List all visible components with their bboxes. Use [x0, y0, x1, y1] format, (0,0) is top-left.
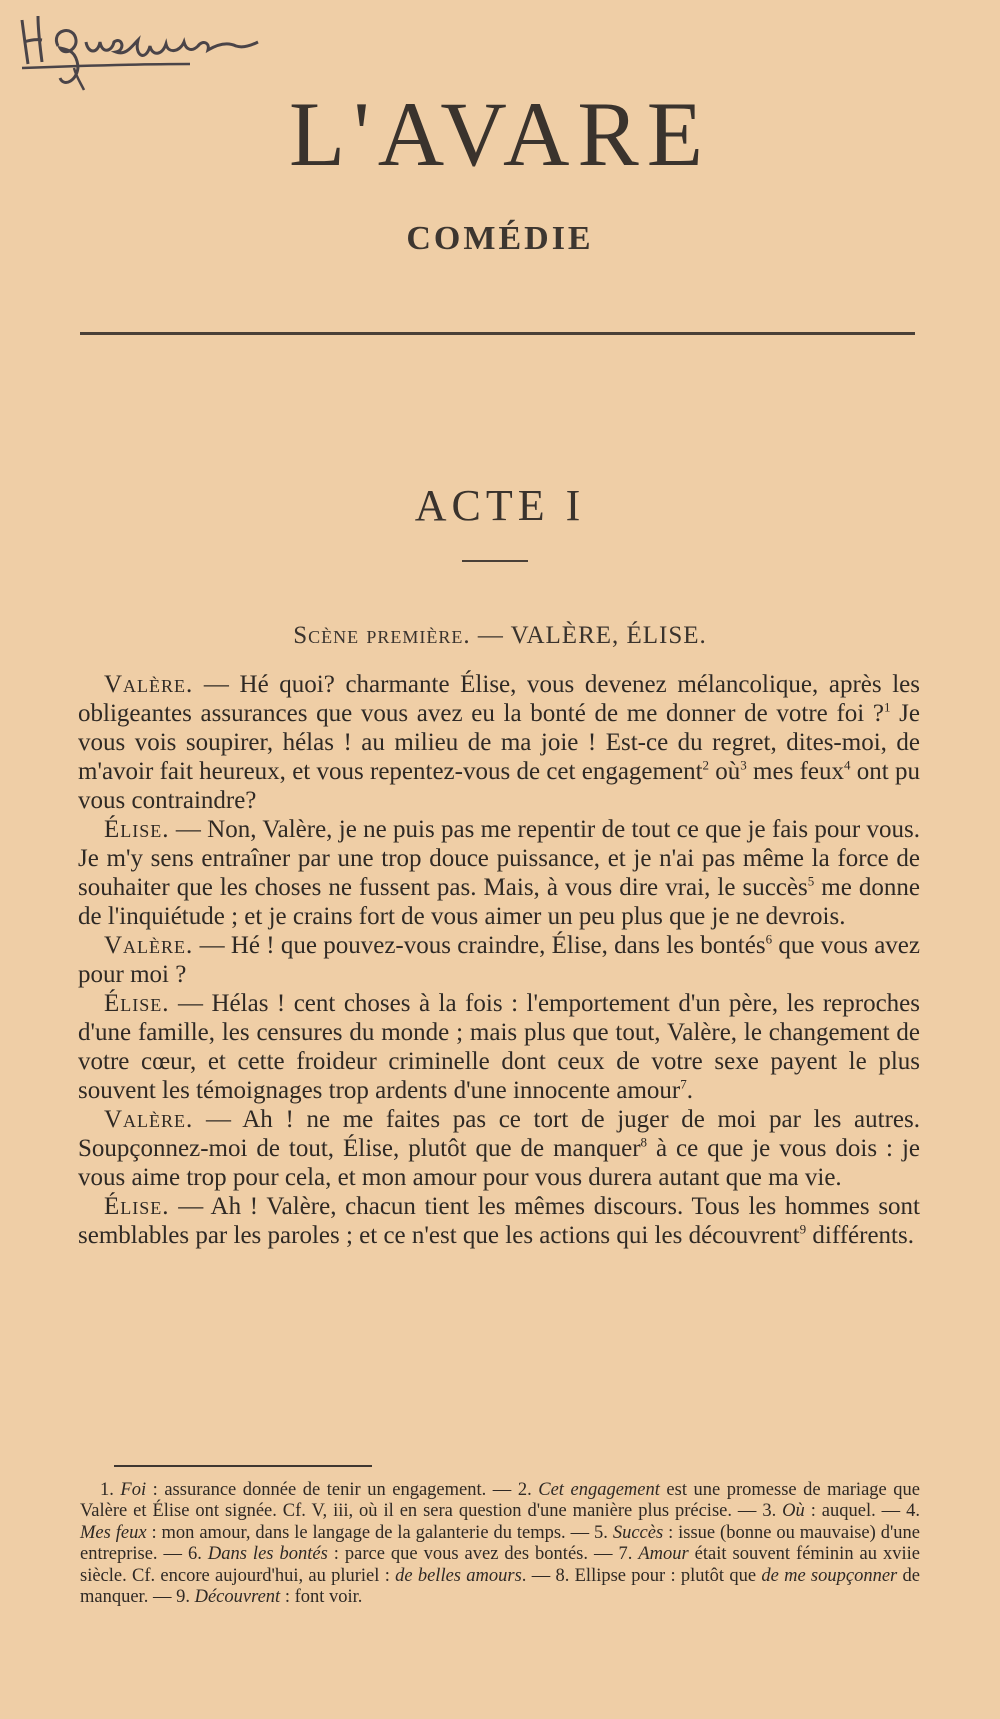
footnote-ref: 5	[807, 873, 815, 889]
dialogue-paragraph	[78, 815, 920, 931]
footnote-ref: 6	[765, 931, 773, 947]
title-divider	[80, 332, 915, 335]
footnote-ref: 8	[640, 1134, 648, 1150]
speaker-name: Élise.	[104, 1193, 170, 1220]
speaker-name: Élise.	[104, 816, 170, 843]
dialogue-paragraph	[78, 989, 920, 1105]
handwritten-signature	[14, 6, 264, 96]
footnote-ref: 1	[884, 699, 891, 715]
footnote-term: Découvrent	[194, 1587, 281, 1608]
speech: me donne de l'inquiétude ; et je crains fort de vous aimer un peu plus que je ne devrois.	[78, 874, 920, 930]
act-heading: ACTE I	[414, 481, 586, 530]
speech: — Hé quoi? charmante Élise, vous devenez mélancolique, après les obligeantes assurances que vous avez eu la bonté de me donner de votre foi ?	[78, 671, 921, 727]
footnote-term: Où	[782, 1501, 805, 1522]
footnote-term: de me soupçonner	[761, 1565, 898, 1586]
speech: — Hé ! que pouvez-vous craindre, Élise, dans les bontés	[199, 932, 766, 959]
footnote-text: était souvent féminin au xviie siècle. Cf. encore aujourd'hui, au pluriel :	[80, 1544, 920, 1586]
footnote-divider	[114, 1465, 372, 1467]
footnote-text: : assurance donnée de tenir un engagement. — 2.	[146, 1480, 539, 1500]
scene-characters: — VALÈRE, ÉLISE.	[477, 622, 707, 649]
footnote-term: Foi	[120, 1480, 147, 1500]
play-title: L'AVARE	[289, 83, 711, 185]
footnotes	[80, 1480, 920, 1608]
footnote-text: : auquel. — 4.	[804, 1501, 920, 1522]
speech: mes feux	[746, 758, 845, 785]
speech: .	[686, 1077, 694, 1104]
speaker-name: Valère.	[104, 932, 194, 959]
dialogue-paragraph	[78, 670, 920, 815]
footnote-ref: 2	[702, 757, 710, 773]
footnote-text: . — 8. Ellipse pour : plutôt que	[521, 1565, 762, 1586]
footnote-text: : mon amour, dans le langage de la galanterie du temps. — 5.	[146, 1522, 613, 1543]
speech: — Hélas ! cent choses à la fois : l'emportement d'un père, les reproches d'une famille, les censures du monde ; mais plus que tout, Valère, le changement de votre cœur, et cette froideur criminelle dont ceux de votre sexe payent le plus souvent les témoignages trop ardents d'une innocente amour	[78, 990, 920, 1104]
footnote-ref: 9	[799, 1221, 807, 1237]
act-divider	[462, 560, 528, 562]
dialogue-paragraph	[78, 1192, 920, 1250]
speech: différents.	[806, 1222, 914, 1249]
footnote-text: : font voir.	[280, 1587, 363, 1608]
speech: à ce que je vous dois : je vous aime trop pour cela, et mon amour pour vous durera autant que ma vie.	[78, 1135, 920, 1191]
play-subtitle: COMÉDIE	[406, 220, 594, 257]
speech: Je vous vois soupirer, hélas ! au milieu de ma joie ! Est-ce du regret, dites-moi, de m'avoir fait heureux, et vous repentez-vous de cet engagement	[78, 700, 921, 785]
footnote-text: de manquer. — 9.	[80, 1565, 921, 1608]
scene-label: Scène première.	[293, 622, 471, 649]
footnotes-paragraph	[80, 1480, 920, 1608]
speaker-name: Élise.	[104, 990, 170, 1017]
footnote-text: 1.	[100, 1480, 121, 1500]
speech: où	[709, 758, 741, 785]
footnote-text: : issue (bonne ou mauvaise) d'une entreprise. — 6.	[80, 1522, 920, 1565]
footnote-text: est une promesse de mariage que Valère et Élise ont signée. Cf. V, iii, où il en sera question d'une manière plus précise. — 3.	[80, 1480, 920, 1522]
footnote-text: : parce que vous avez des bontés. — 7.	[327, 1544, 639, 1565]
footnote-ref: 7	[680, 1076, 687, 1092]
footnote-ref: 3	[740, 757, 747, 773]
footnote-term: Mes feux	[80, 1522, 147, 1543]
scene-heading	[0, 622, 1000, 650]
footnote-term: Succès	[612, 1522, 664, 1543]
footnote-term: Amour	[638, 1544, 689, 1565]
speech: que vous avez pour moi ?	[78, 932, 921, 988]
speech: — Ah ! Valère, chacun tient les mêmes discours. Tous les hommes sont semblables par les paroles ; et ce n'est que les actions qui les découvrent	[78, 1193, 921, 1249]
speech: — Ah ! ne me faites pas ce tort de juger de moi par les autres. Soupçonnez-moi de tout, Élise, plutôt que de manquer	[78, 1106, 920, 1162]
dialogue-paragraph	[78, 931, 920, 989]
footnote-ref: 4	[844, 757, 851, 773]
speech: ont pu vous contraindre?	[78, 758, 920, 814]
speech: — Non, Valère, je ne puis pas me repentir de tout ce que je fais pour vous. Je m'y sens entraîner par une trop douce puissance, et je n'ai pas même la force de souhaiter que les choses ne fussent pas. Mais, à vous dire vrai, le succès	[78, 816, 920, 901]
speaker-name: Valère.	[104, 1106, 194, 1133]
speaker-name: Valère.	[104, 671, 194, 698]
dialogue-text	[78, 670, 920, 1250]
dialogue-paragraph	[78, 1105, 920, 1192]
footnote-term: Dans les bontés	[207, 1544, 328, 1565]
footnote-term: de belles amours	[395, 1565, 522, 1586]
footnote-term: Cet engagement	[538, 1480, 660, 1500]
